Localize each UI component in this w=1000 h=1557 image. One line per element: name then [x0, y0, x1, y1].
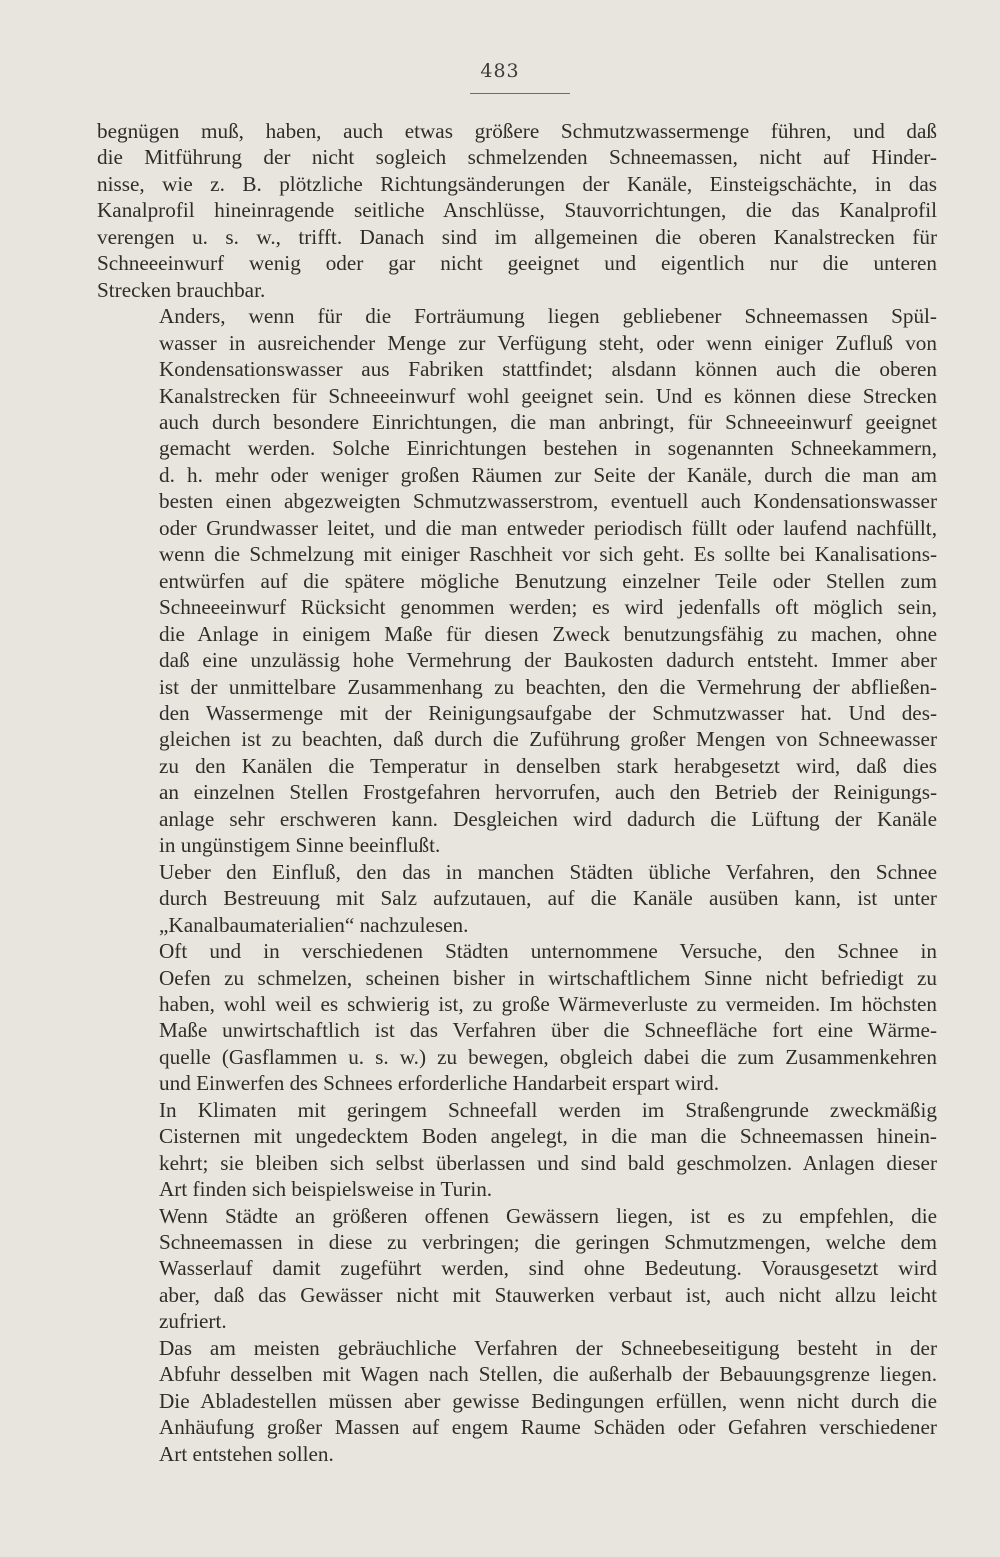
paragraph: [97, 1097, 937, 1203]
text-line: Kondensationswasser aus Fabriken stattfindet; alsdann können auch die oberen: [159, 357, 937, 382]
text-line: Ueber den Einfluß, den das in manchen Städten übliche Verfahren, den Schnee: [159, 859, 937, 884]
paragraph: [97, 303, 937, 859]
text-line: Maße unwirtschaftlich ist das Verfahren über die Schneefläche fort eine Wärme-: [159, 1018, 937, 1043]
text-line: Wasserlauf damit zugeführt werden, sind ohne Bedeutung. Vorausgesetzt wird: [159, 1256, 937, 1281]
body-text: [97, 118, 937, 1467]
text-line: durch Bestreuung mit Salz aufzutauen, auf die Kanäle ausüben kann, ist unter: [159, 886, 937, 911]
text-line: in ungünstigem Sinne beeinflußt.: [159, 833, 441, 858]
text-line: anlage sehr erschweren kann. Desgleichen wird dadurch die Lüftung der Kanäle: [159, 806, 937, 831]
text-line: zufriert.: [159, 1309, 227, 1334]
text-line: Art finden sich beispielsweise in Turin.: [159, 1177, 493, 1202]
text-line: Schneeeinwurf wenig oder gar nicht geeignet und eigentlich nur die unteren: [97, 251, 937, 276]
text-line: an einzelnen Stellen Frostgefahren hervorrufen, auch den Betrieb der Reinigungs-: [159, 780, 937, 805]
paragraph: [97, 938, 937, 1097]
paragraph: [97, 859, 937, 938]
text-line: Cisternen mit ungedecktem Boden angelegt, in die man die Schneemassen hinein-: [159, 1124, 937, 1149]
text-line: Schneeeinwurf Rücksicht genommen werden; es wird jedenfalls oft möglich sein,: [159, 595, 937, 620]
text-line: gleichen ist zu beachten, daß durch die Zuführung großer Mengen von Schneewasser: [159, 727, 937, 752]
paragraph: [97, 1335, 937, 1467]
page-number: 483: [480, 60, 520, 82]
text-line: ist der unmittelbare Zusammenhang zu beachten, den die Vermehrung der abfließen-: [159, 674, 937, 699]
text-line: gemacht werden. Solche Einrichtungen bestehen in sogenannten Schneekammern,: [159, 436, 937, 461]
text-line: Wenn Städte an größeren offenen Gewässern liegen, ist es zu empfehlen, die: [159, 1203, 937, 1228]
text-line: wasser in ausreichender Menge zur Verfügung steht, oder wenn einiger Zufluß von: [159, 330, 937, 355]
text-line: Strecken brauchbar.: [97, 277, 266, 302]
header-rule: [470, 93, 570, 94]
text-line: aber, daß das Gewässer nicht mit Stauwerken verbaut ist, auch nicht allzu leicht: [159, 1282, 937, 1307]
text-line: quelle (Gasflammen u. s. w.) zu bewegen, obgleich dabei die zum Zusammenkehren: [159, 1044, 937, 1069]
text-line: den Wassermenge mit der Reinigungsaufgabe der Schmutzwasser hat. Und des-: [159, 700, 937, 725]
text-line: Oft und in verschiedenen Städten unternommene Versuche, den Schnee in: [159, 939, 937, 964]
text-line: besten einen abgezweigten Schmutzwasserstrom, eventuell auch Kondensationswasser: [159, 489, 937, 514]
text-line: haben, wohl weil es schwierig ist, zu große Wärmeverluste zu vermeiden. Im höchsten: [159, 991, 937, 1016]
text-line: Die Abladestellen müssen aber gewisse Bedingungen erfüllen, wenn nicht durch die: [159, 1388, 937, 1413]
text-line: Art entstehen sollen.: [159, 1441, 334, 1466]
paragraph: [97, 118, 937, 303]
text-line: Anhäufung großer Massen auf engem Raume Schäden oder Gefahren verschiedener: [159, 1415, 937, 1440]
text-line: daß eine unzulässig hohe Vermehrung der Baukosten dadurch entsteht. Immer aber: [159, 648, 937, 673]
text-line: die Mitführung der nicht sogleich schmelzenden Schneemassen, nicht auf Hinder-: [97, 145, 937, 170]
text-line: entwürfen auf die spätere mögliche Benutzung einzelner Teile oder Stellen zum: [159, 568, 937, 593]
text-line: Kanalstrecken für Schneeeinwurf wohl geeignet sein. Und es können diese Strecken: [159, 383, 937, 408]
text-line: und Einwerfen des Schnees erforderliche Handarbeit erspart wird.: [159, 1071, 720, 1096]
text-line: nisse, wie z. B. plötzliche Richtungsänderungen der Kanäle, Einsteigschächte, in das: [97, 171, 937, 196]
text-line: auch durch besondere Einrichtungen, die man anbringt, für Schneeeinwurf geeignet: [159, 409, 937, 434]
text-line: Anders, wenn für die Forträumung liegen gebliebener Schneemassen Spül-: [159, 304, 937, 329]
text-line: die Anlage in einigem Maße für diesen Zweck benutzungsfähig zu machen, ohne: [159, 621, 937, 646]
text-line: kehrt; sie bleiben sich selbst überlassen und sind bald geschmolzen. Anlagen dieser: [159, 1150, 937, 1175]
text-line: wenn die Schmelzung mit einiger Raschheit vor sich geht. Es sollte bei Kanalisations-: [159, 542, 937, 567]
text-line: Abfuhr desselben mit Wagen nach Stellen, die außerhalb der Bebauungsgrenze liegen.: [159, 1362, 937, 1387]
text-line: d. h. mehr oder weniger großen Räumen zur Seite der Kanäle, durch die man am: [159, 462, 937, 487]
text-line: zu den Kanälen die Temperatur in denselben stark herabgesetzt wird, daß dies: [159, 753, 937, 778]
text-line: Schneemassen in diese zu verbringen; die geringen Schmutzmengen, welche dem: [159, 1230, 937, 1255]
text-line: oder Grundwasser leitet, und die man entweder periodisch füllt oder laufend nachfüllt,: [159, 515, 937, 540]
paragraph: [97, 1203, 937, 1335]
text-line: Oefen zu schmelzen, scheinen bisher in wirtschaftlichem Sinne nicht befriedigt zu: [159, 965, 937, 990]
page-header: [0, 60, 1000, 82]
text-line: begnügen muß, haben, auch etwas größere Schmutzwassermenge führen, und daß: [97, 119, 937, 143]
text-line: verengen u. s. w., trifft. Danach sind im allgemeinen die oberen Kanalstrecken für: [97, 224, 937, 249]
text-line: Das am meisten gebräuchliche Verfahren der Schneebeseitigung besteht in der: [159, 1335, 937, 1360]
text-line: Kanalprofil hineinragende seitliche Anschlüsse, Stauvorrichtungen, die das Kanalprofil: [97, 198, 937, 223]
text-line: In Klimaten mit geringem Schneefall werden im Straßengrunde zweckmäßig: [159, 1097, 937, 1122]
text-line: „Kanalbaumaterialien“ nachzulesen.: [159, 912, 469, 937]
